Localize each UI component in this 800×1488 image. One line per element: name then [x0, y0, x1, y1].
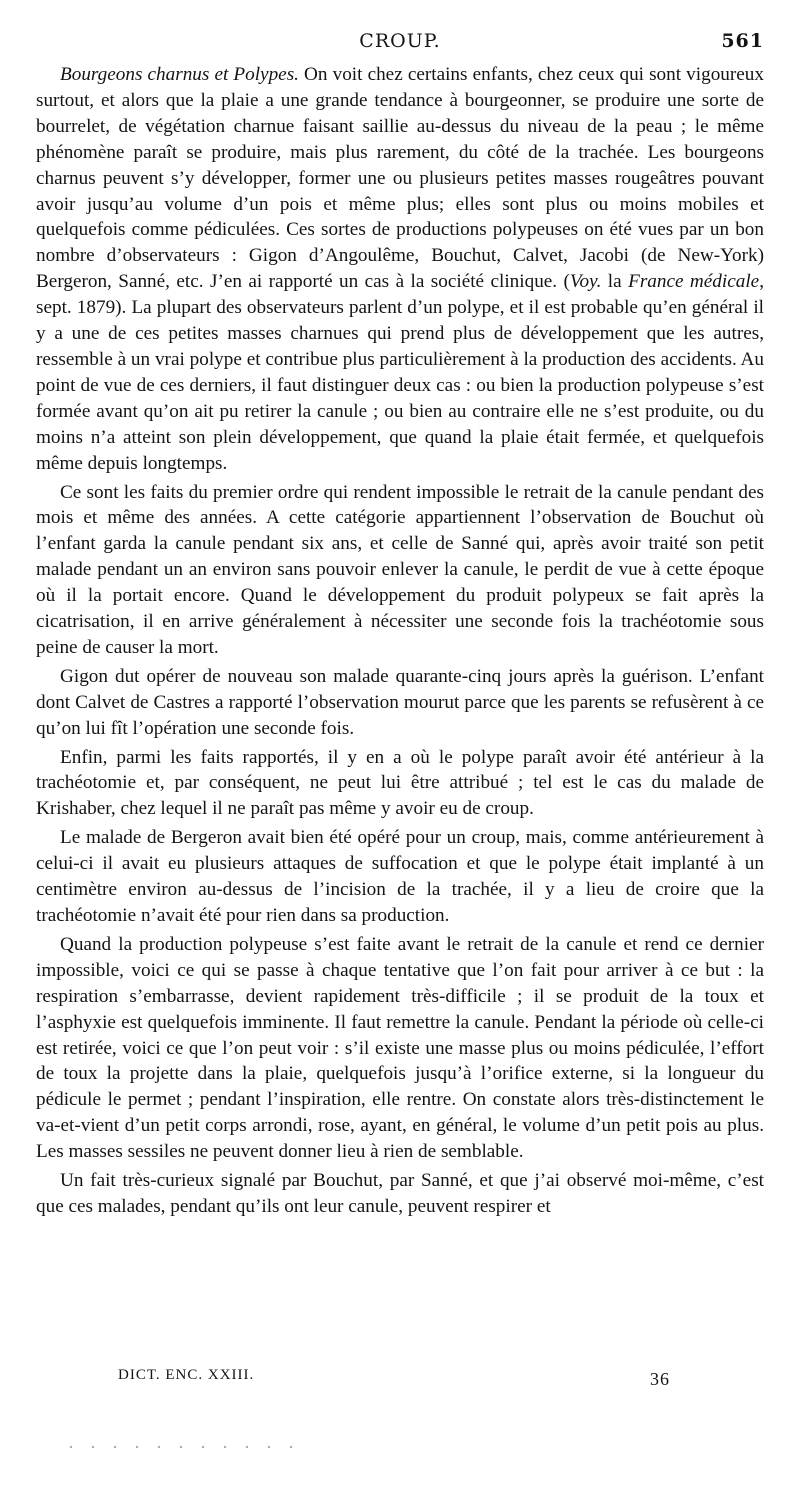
- section-lead: Bourgeons charnus et Polypes.: [60, 64, 299, 85]
- paragraph-text: On voit chez certains enfants, chez ceux qui sont vigoureux surtout, et alors que la plaie a une grande tendance à bourgeonner, se produire une sorte de bourrelet, de végétation charnue faisant saillie au-dessus du niveau de la peau ; le même phénomène paraît se produire, mais plus rarement, du côté de la trachée. Les bourgeons charnus peuvent s’y développer, former une ou plusieurs petites masses rougeâtres pouvant avoir jusqu’au volume d’un pois et même plus; elles sont plus ou moins mobiles et quelquefois comme pédiculées. Ces sortes de productions polypeuses on été vues par un bon nombre d’observateurs : Gigon d’Angoulême, Bouchut, Calvet, Jacobi (de New-York) Bergeron, Sanné, etc. J’en ai rapporté un cas à la société clinique. (: [36, 64, 764, 293]
- article-body: [36, 62, 764, 1223]
- paragraph: Un fait très-curieux signalé par Bouchut, par Sanné, et que j’ai observé moi-même, c’est que ces malades, pendant qu’ils ont leur canule, peuvent respirer et: [36, 1170, 764, 1217]
- paragraph: Enfin, parmi les faits rapportés, il y en a où le polype paraît avoir été antérieur à la trachéotomie et, par conséquent, ne peut lui être attribué ; tel est le cas du malade de Krishaber, chez lequel il ne paraît pas même y avoir eu de croup.: [36, 746, 764, 820]
- reference-voy: Voy.: [569, 271, 602, 293]
- signature-mark: DICT. ENC. XXIII.: [118, 1367, 255, 1383]
- running-title: CROUP.: [359, 30, 441, 52]
- paragraph: Ce sont les faits du premier ordre qui rendent impossible le retrait de la canule pendant des mois et même des années. A cette catégorie appartiennent l’observation de Bouchut où l’enfant garda la canule pendant six ans, et celle de Sanné qui, après avoir traité son petit malade pendant un an environ sans pouvoir enlever la canule, le perdit de vue à cette époque où il la portait encore. Quand le développement du produit polypeux se fait après la cicatrisation, il en arrive généralement à nécessiter une seconde fois la trachéotomie sous peine de causer la mort.: [36, 481, 764, 658]
- reference-journal: France médicale: [628, 271, 760, 293]
- print-specks: [60, 1444, 310, 1450]
- page-footer: [118, 1367, 670, 1393]
- reference-connector: la: [601, 271, 629, 293]
- paragraph: Le malade de Bergeron avait bien été opéré pour un croup, mais, comme antérieurement à celui-ci il avait eu plusieurs attaques de suffocation et que le polype était implanté à un centimètre environ au-dessus de l’incision de la trachée, il y a lieu de croire que la trachéotomie n’avait été pour rien dans sa production.: [36, 827, 764, 926]
- paragraph: Quand la production polypeuse s’est faite avant le retrait de la canule et rend ce dernier impossible, voici ce qui se passe à chaque tentative que l’on fait pour arriver à ce but : la respiration s’embarrasse, devient rapidement très-difficile ; il se produit de la toux et l’asphyxie est quelquefois imminente. Il faut remettre la canule. Pendant la période où celle-ci est retirée, voici ce que l’on peut voir : s’il existe une masse plus ou moins pédiculée, l’effort de toux la projette dans la plaie, quelquefois jusqu’à l’orifice externe, si la longueur du pédicule le permet ; pendant l’inspiration, elle rentre. On constate alors très-distinctement le va-et-vient d’un petit corps arrondi, rose, ayant, en général, le volume d’un petit pois au plus. Les masses sessiles ne peuvent donner lieu à rien de semblable.: [36, 933, 764, 1163]
- sheet-number: 36: [650, 1369, 670, 1389]
- paragraph: [36, 62, 764, 477]
- running-header: [36, 30, 764, 54]
- paragraph: Gigon dut opérer de nouveau son malade quarante-cinq jours après la guérison. L’enfant dont Calvet de Castres a rapporté l’observation mourut parce que les parents se refusèrent à ce qu’on lui fît l’opération une seconde fois.: [36, 665, 764, 739]
- paragraph-text-tail: , sept. 1879). La plupart des observateurs parlent d’un polype, et il est probable qu’en général il y a une de ces petites masses charnues qui prend plus de développement que les autres, ressemble à un vrai polype et contribue plus particulièrement à la production des accidents. Au point de vue de ces derniers, il faut distinguer deux cas : ou bien la production polypeuse s’est formée avant qu’on ait pu retirer la canule ; ou bien au contraire elle ne s’est produite, ou du moins n’a atteint son plein développement, que quand la plaie était fermée, et quelquefois même depuis longtemps.: [36, 271, 764, 474]
- page-number: 561: [721, 30, 764, 52]
